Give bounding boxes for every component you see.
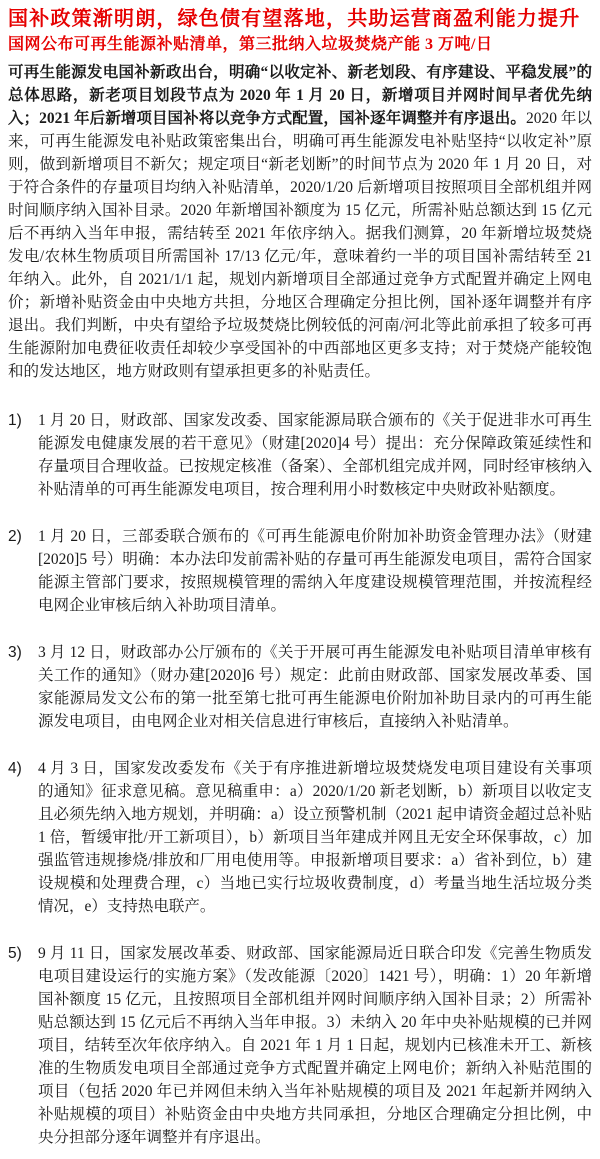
summary-paragraph xyxy=(8,61,592,383)
summary-lead-bold: 可再生能源发电国补新政出台，明确“以收定补、新老划段、有序建设、平稳发展”的总体思路，新老项目划段节点为 2020 年 1 月 20 日，新增项目并网时间早者优先纳入；2021 年后新增项目国补将以竞争方式配置，国补逐年调整并有序退出。 xyxy=(8,64,592,127)
list-item xyxy=(8,525,592,617)
list-item xyxy=(8,409,592,501)
list-item xyxy=(8,757,592,918)
report-title: 国补政策渐明朗，绿色债有望落地，共助运营商盈利能力提升 xyxy=(8,8,581,30)
list-item-text: 3 月 12 日，财政部办公厅颁布的《关于开展可再生能源发电补贴项目清单审核有关工作的通知》（财办建[2020]6 号）规定：此前由财政部、国家发展改革委、国家能源局发文公布的第一批至第七批可再生能源电价附加补助目录内的可再生能源发电项目，由电网企业对相关信息进行审核后，直接纳入补贴清单。 xyxy=(38,644,592,730)
list-item-number: 4) xyxy=(8,760,22,777)
list-item xyxy=(8,942,592,1149)
policy-list xyxy=(8,409,592,1149)
list-item-text: 9 月 11 日，国家发展改革委、财政部、国家能源局近日联合印发《完善生物质发电项目建设运行的实施方案》（发改能源〔2020〕1421 号），明确：1）20 年新增国补额度 15 亿元，且按照项目全部机组并网时间顺序纳入国补目录；2）所需补贴总额达到 15 亿元后不再纳入当年申报。3）未纳入 20 年中央补贴规模的已并网项目，结转至次年依序纳入。自 2021 年 1 月 1 日起，规划内已核准未开工、新核准的生物质发电项目全部通过竞争方式配置并确定上网电价；新纳入补贴范围的项目（包括 2020 年已并网但未纳入当年补贴规模的项目及 2021 年起新并网纳入补贴规模的项目）补贴资金由中央地方共同承担，分地区合理确定分担比例，中央分担部分逐年调整并有序退出。 xyxy=(38,945,592,1146)
list-item xyxy=(8,641,592,733)
list-item-number: 2) xyxy=(8,528,22,545)
list-item-number: 5) xyxy=(8,945,22,962)
list-item-text: 1 月 20 日，三部委联合颁布的《可再生能源电价附加补助资金管理办法》（财建[2020]5 号）明确：本办法印发前需补贴的存量可再生能源发电项目，需符合国家能源主管部门要求，按照规模管理的需纳入年度建设规模管理范围，并按流程经电网企业审核后纳入补助项目清单。 xyxy=(38,528,592,614)
list-item-text: 4 月 3 日，国家发改委发布《关于有序推进新增垃圾焚烧发电项目建设有关事项的通知》征求意见稿。意见稿重申：a）2020/1/20 新老划断，b）新项目以收定支且必须先纳入地方规划，并明确：a）设立预警机制（2021 起申请资金超过总补贴 1 倍，暂缓审批/开工新项目），b）新项目当年建成并网且无安全环保事故，c）加强监管违规掺烧/排放和厂用电使用等。申报新增项目要求：a）省补到位，b）建设规模和处理费合理，c）当地已实行垃圾收费制度，d）考量当地生活垃圾分类情况，e）支持热电联产。 xyxy=(38,760,592,915)
list-item-number: 3) xyxy=(8,644,22,661)
summary-rest: 2020 年以来，可再生能源发电补贴政策密集出台，明确可再生能源发电补贴坚持“以收定补”原则，做到新增项目不新欠；规定项目“新老划断”的时间节点为 2020 年 1 月 20 日，对于符合条件的存量项目均纳入补贴清单，2020/1/20 后新增项目按照项目全部机组并网时间顺序纳入国补目录。2020 年新增国补额度为 15 亿元，所需补贴总额达到 15 亿元后不再纳入当年申报，需结转至 2021 年依序纳入。据我们测算，20 年新增垃圾焚烧发电/农林生物质项目所需国补 17/13 亿元/年，意味着约一半的项目国补需结转至 21 年纳入。此外，自 2021/1/1 起，规划内新增项目全部通过竞争方式配置并确定上网电价；新增补贴资金由中央地方共担，分地区合理确定分担比例，国补逐年调整并有序退出。我们判断，中央有望给予垃圾焚烧比例较低的河南/河北等此前承担了较多可再生能源附加电费征收责任却较少享受国补的中西部地区更多支持；对于焚烧产能较饱和的发达地区，地方财政则有望承担更多的补贴责任。 xyxy=(8,110,592,380)
list-item-number: 1) xyxy=(8,412,22,429)
list-item-text: 1 月 20 日，财政部、国家发改委、国家能源局联合颁布的《关于促进非水可再生能源发电健康发展的若干意见》（财建[2020]4 号）提出：充分保障政策延续性和存量项目合理收益。已按规定核准（备案）、全部机组完成并网，同时经审核纳入补贴清单的可再生能源发电项目，按合理利用小时数核定中央财政补贴额度。 xyxy=(38,412,592,498)
report-subtitle: 国网公布可再生能源补贴清单，第三批纳入垃圾焚烧产能 3 万吨/日 xyxy=(8,36,493,53)
